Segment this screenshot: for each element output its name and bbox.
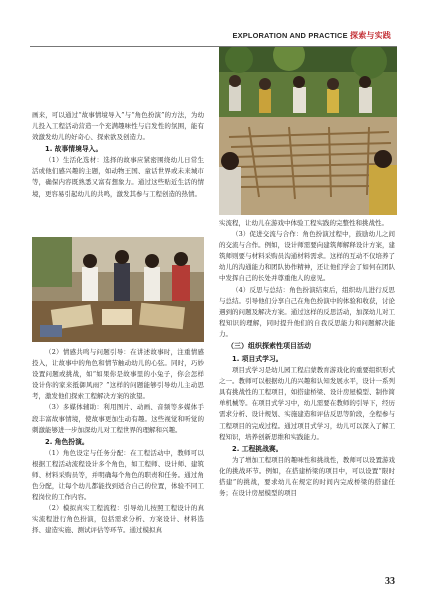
running-header <box>232 30 391 41</box>
paragraph-role-setting: （1）角色设定与任务分配：在工程活动中，教师可以根据工程活动流程设计多个角色，如工程师、设计师、建筑师、材料采购员等，并明确每个角色的职责和任务。通过角色分配，让每个幼儿都能找到适合自己的位置，体验不同工程岗位的工作内容。 <box>32 448 204 502</box>
heading-challenge: 2. 工程挑战赛。 <box>232 444 283 453</box>
page-number: 33 <box>385 576 395 587</box>
paragraph-real-process: 实流程，让幼儿在游戏中体验工程实践的完整性和挑战性。 <box>219 219 388 227</box>
paragraph-project-learning: 项目式学习是幼儿园工程启蒙教育游戏化的重要组织形式之一。教师可以根据幼儿的兴趣和认知发展水平，设计一系列具有挑战性的工程项目，如搭建桥梁、设计房屋模型、制作简单机械等。在项目式学习中，幼儿需要在教师的引导下，经历需求分析、设计规划、实施建造和评估反思等阶段，全程参与工程项目的完成过程。通过项目式学习，幼儿可以深入了解工程知识，培养创新思维和实践能力。 <box>219 366 395 441</box>
left-column-bottom <box>32 347 204 537</box>
header-title-en: EXPLORATION AND PRACTICE <box>232 31 348 40</box>
photo-children-craft <box>32 237 204 342</box>
heading-project-learning: 1. 项目式学习。 <box>232 355 283 364</box>
photo-children-building <box>219 47 397 215</box>
paragraph-life-material: （1）生活化选材：选择的故事应紧密围绕幼儿日常生活或他们感兴趣的主题，如动物王国、童话世界或未来城市等，确保内容既熟悉又富有想象力。通过这些贴近生活的情境，更容易引起幼儿的共鸣，激发其参与工程创造的热情。 <box>32 156 204 198</box>
right-column <box>219 218 395 499</box>
paragraph-communication: （3）促进交流与合作：角色扮演过程中，鼓励幼儿之间的交流与合作。例如，设计师需要向建筑师解释设计方案，建筑师则要与材料采购员沟通材料需求。这样的互动不仅培养了幼儿的沟通能力和团队协作精神，还让他们学会了如何在团队中发挥自己的长处并尊重他人的意见。 <box>219 230 395 283</box>
section-heading-projects: （三）组织探索性项目活动 <box>227 342 311 351</box>
paragraph-reflection: （4）反思与总结：角色扮演结束后，组织幼儿进行反思与总结。引导他们分享自己在角色扮演中的体验和收获，讨论遇到的问题及解决方案。通过这样的反思活动，加深幼儿对工程知识的理解，同时提升他们的自我反思能力和问题解决能力。 <box>219 285 395 338</box>
paragraph-challenge: 为了增加工程项目的趣味性和挑战性，教师可以设置游戏化的挑战环节。例如，在搭建桥梁的项目中，可以设置“限时搭建”的挑战，要求幼儿在规定的时间内完成桥梁的搭建任务；在设计房屋模型的项目 <box>219 455 395 497</box>
paragraph-multimedia: （3）多媒体辅助：利用图片、动画、音频等多媒体手段丰富故事情境，使故事更加生动有趣。这些视觉和听觉的刺激能够进一步加深幼儿对工程世界的理解和兴趣。 <box>32 403 204 434</box>
heading-story-intro: 1. 故事情境导入。 <box>45 145 103 154</box>
header-title-cn: 探索与实践 <box>350 31 391 40</box>
heading-role-play: 2. 角色扮演。 <box>45 437 89 446</box>
paragraph-intro: 画来，可以通过“故事情境导入”与“角色扮演”的方法，为幼儿投入工程活动营造一个充满趣味性与启发性的氛围，能有效激发幼儿的好奇心、探索欲及创造力。 <box>32 111 204 142</box>
paragraph-emotion: （2）情感共鸣与问题引导：在讲述故事时，注重情感投入，让故事中的角色和情节触动幼儿的心弦。同时，巧妙设置问题或挑战，如“如果你是故事里的小兔子，你会怎样设计你的家来抵御风雨？”这样的问题能够引导幼儿主动思考，激发他们探索工程解决方案的欲望。 <box>32 348 204 401</box>
left-column-top <box>32 110 204 200</box>
paragraph-simulate-process: （2）模拟真实工程流程：引导幼儿按照工程设计的真实流程进行角色扮演，包括需求分析、方案设计、材料选择、建造实施、测试评估等环节。通过模拟真 <box>32 504 204 535</box>
